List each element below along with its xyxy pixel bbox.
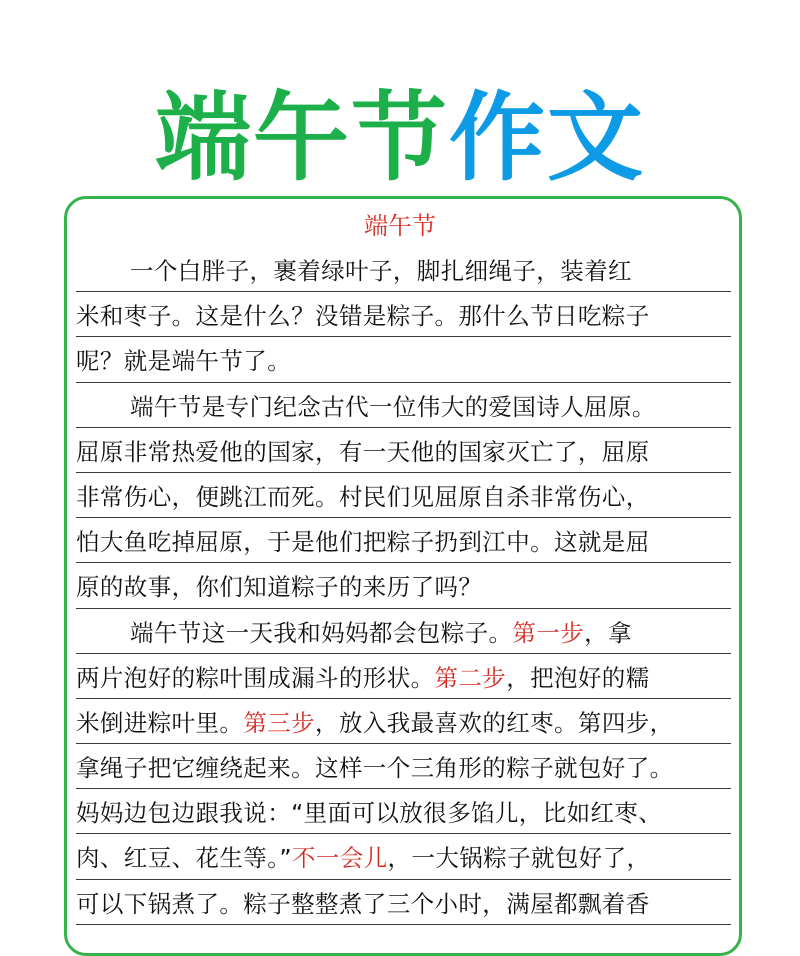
essay-text: 一个白胖子，裹着绿叶子，脚扎细绳子，装着红 xyxy=(130,257,632,285)
highlighted-step-text: 第三步 xyxy=(243,708,316,737)
essay-text: 屈原非常热爱他的国家，有一天他的国家灭亡了，屈原 xyxy=(76,437,650,466)
essay-line xyxy=(76,880,731,925)
essay-text: 非常伤心，便跳江而死。村民们见屈原自杀非常伤心， xyxy=(76,482,650,511)
banner-title-blue: 作文 xyxy=(449,82,645,194)
essay-text: 怕大鱼吃掉屈原，于是他们把粽子扔到江中。这就是屈 xyxy=(76,528,650,557)
highlighted-step-text: 不一会儿 xyxy=(291,844,388,873)
essay-text: 端午节是专门纪念古代一位伟大的爱国诗人屈原。 xyxy=(130,392,656,421)
essay-text: 呢？就是端午节了。 xyxy=(76,347,292,376)
essay-line xyxy=(76,654,731,699)
essay-text: 肉、红豆、花生等。” xyxy=(76,844,292,873)
essay-line xyxy=(76,383,731,428)
essay-text: 米和枣子。这是什么？没错是粽子。那什么节日吃粽子 xyxy=(76,302,650,331)
highlighted-step-text: 第二步 xyxy=(434,663,507,692)
essay-text: 妈妈边包边跟我说：“里面可以放很多馅儿，比如红枣、 xyxy=(76,799,663,828)
essay-line xyxy=(76,473,731,518)
essay-line xyxy=(76,563,731,608)
essay-text: ，把泡好的糯 xyxy=(506,663,650,692)
essay-title: 端午节 xyxy=(364,212,436,240)
essay-line xyxy=(76,699,731,744)
highlighted-step-text: 第一步 xyxy=(512,618,585,647)
essay-line xyxy=(76,789,731,834)
essay-line xyxy=(76,292,731,337)
essay-line xyxy=(76,247,731,292)
essay-text: 端午节这一天我和妈妈都会包粽子。 xyxy=(130,618,513,647)
essay-line xyxy=(76,609,731,654)
essay-text: ，放入我最喜欢的红枣。第四步， xyxy=(315,708,674,737)
essay-text: ，拿 xyxy=(584,618,632,647)
essay-text: 米倒进粽叶里。 xyxy=(76,708,244,737)
essay-text: 拿绳子把它缠绕起来。这样一个三角形的粽子就包好了。 xyxy=(76,754,674,783)
essay-line xyxy=(76,337,731,382)
page-banner-title xyxy=(0,78,800,198)
essay-text: 可以下锅煮了。粽子整整煮了三个小时，满屋都飘着香 xyxy=(76,889,650,918)
essay-line xyxy=(76,518,731,563)
essay-text: ，一大锅粽子就包好了， xyxy=(387,844,651,873)
banner-title-green: 端午节 xyxy=(155,82,449,194)
essay-text: 两片泡好的粽叶围成漏斗的形状。 xyxy=(76,663,435,692)
essay-body xyxy=(76,247,731,925)
essay-line xyxy=(76,834,731,879)
essay-text: 原的故事，你们知道粽子的来历了吗？ xyxy=(76,573,483,602)
essay-line xyxy=(76,428,731,473)
essay-line xyxy=(76,744,731,789)
